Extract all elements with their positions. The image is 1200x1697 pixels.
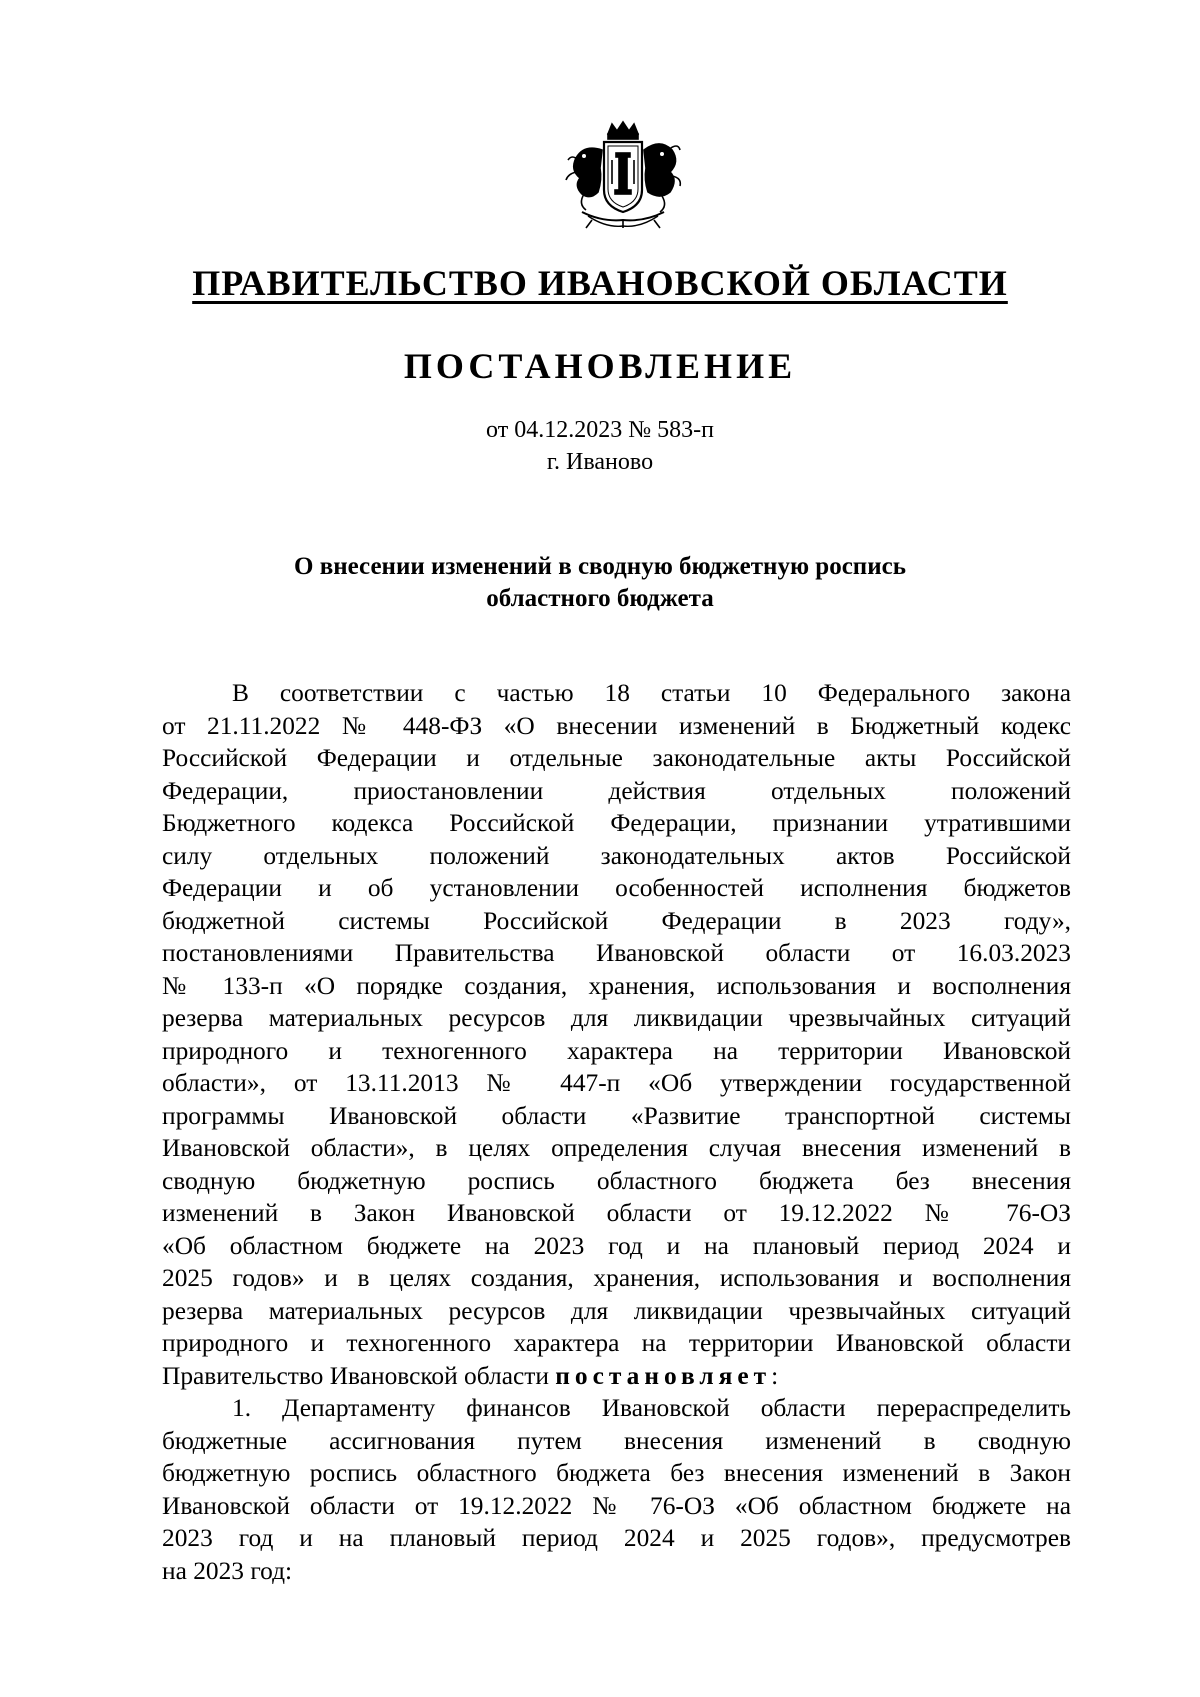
body-line: программы Ивановской области «Развитие транспортной системы <box>162 1101 1071 1130</box>
body-line: постановлениями Правительства Ивановской области от 16.03.2023 <box>162 939 1071 967</box>
item-line: Ивановской области от 19.12.2022 № 76-ОЗ «Об областном бюджете на <box>162 1491 1071 1520</box>
body-line: природного и техногенного характера на территории Ивановской <box>162 1036 1071 1065</box>
body-line: Российской Федерации и отдельные законодательные акты Российской <box>162 744 1071 772</box>
document-body <box>162 677 1071 1587</box>
government-title-text: ПРАВИТЕЛЬСТВО ИВАНОВСКОЙ ОБЛАСТИ <box>192 263 1008 303</box>
body-line: резерва материальных ресурсов для ликвидации чрезвычайных ситуаций <box>162 1296 1071 1325</box>
body-line: бюджетной системы Российской Федерации в 2023 году», <box>162 906 1071 935</box>
subject-line: областного бюджета <box>486 585 714 612</box>
item-line: на 2023 год: <box>162 1556 293 1585</box>
document-type-heading: ПОСТАНОВЛЕНИЕ <box>403 346 797 386</box>
body-line: «Об областном бюджете на 2023 год и на плановый период 2024 и <box>162 1231 1071 1260</box>
subject-line: О внесении изменений в сводную бюджетную роспись <box>294 553 906 580</box>
body-line: от 21.11.2022 № 448-ФЗ «О внесении изменений в Бюджетный кодекс <box>162 711 1071 740</box>
body-line: резерва материальных ресурсов для ликвидации чрезвычайных ситуаций <box>162 1004 1071 1032</box>
body-line: Ивановской области», в целях определения случая внесения изменений в <box>162 1134 1071 1162</box>
document-city: г. Иваново <box>546 449 654 475</box>
item-line: 2023 год и на плановый период 2024 и 2025 годов», предусмотрев <box>162 1524 1071 1552</box>
item-line: бюджетную роспись областного бюджета без внесения изменений в Закон <box>162 1459 1071 1487</box>
body-line: Федерации и об установлении особенностей исполнения бюджетов <box>162 874 1071 902</box>
document-subject <box>0 551 1200 615</box>
body-line: 2025 годов» и в целях создания, хранения, использования и восполнения <box>162 1264 1071 1292</box>
body-line: В соответствии с частью 18 статьи 10 Федерального закона <box>232 679 1071 707</box>
body-line: изменений в Закон Ивановской области от 19.12.2022 № 76-ОЗ <box>162 1199 1071 1227</box>
government-title <box>0 262 1200 304</box>
decree-word: постановляет <box>555 1361 772 1390</box>
decree-line-end: : <box>771 1361 779 1390</box>
body-line: области», от 13.11.2013 № 447-п «Об утверждении государственной <box>162 1069 1071 1097</box>
decree-line-start: Правительство Ивановской области <box>162 1361 556 1390</box>
body-line: природного и техногенного характера на территории Ивановской области <box>162 1329 1071 1357</box>
item-line: бюджетные ассигнования путем внесения изменений в сводную <box>162 1426 1071 1455</box>
body-line: Бюджетного кодекса Российской Федерации, признании утратившими <box>162 809 1071 837</box>
item-line: 1. Департаменту финансов Ивановской области перераспределить <box>232 1394 1071 1422</box>
body-line: № 133-п «О порядке создания, хранения, использования и восполнения <box>162 971 1071 1000</box>
decree-line <box>162 1360 1071 1393</box>
document-date-number: от 04.12.2023 № 583-п <box>486 417 714 443</box>
coat-of-arms-emblem <box>562 120 684 232</box>
body-line: Федерации, приостановлении действия отдельных положений <box>162 776 1071 805</box>
body-line: силу отдельных положений законодательных актов Российской <box>162 841 1071 870</box>
body-line: сводную бюджетную роспись областного бюджета без внесения <box>162 1166 1071 1195</box>
